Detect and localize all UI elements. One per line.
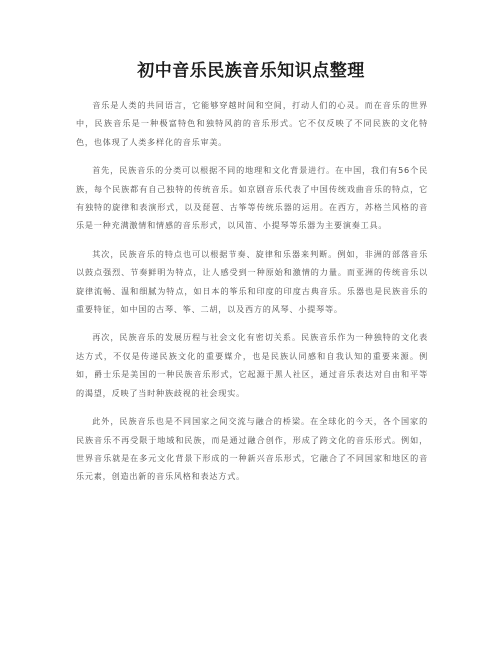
document-body bbox=[76, 96, 428, 496]
paragraph-1: 音乐是人类的共同语言，它能够穿越时间和空间，打动人们的心灵。而在音乐的世界中，民族音乐是一种极富特色和独特风韵的音乐形式。它不仅反映了不同民族的文化特色，也体现了人类多样化的音乐审美。 bbox=[76, 100, 428, 147]
paragraph-5: 此外，民族音乐也是不同国家之间交流与融合的桥梁。在全球化的今天，各个国家的民族音乐不再受限于地域和民族，而是通过融合创作，形成了跨文化的音乐形式。例如，世界音乐就是在多元文化背景下形成的一种新兴音乐形式，它融合了不同国家和地区的音乐元素，创造出新的音乐风格和表达方式。 bbox=[76, 416, 428, 482]
document-title: 初中音乐民族音乐知识点整理 bbox=[137, 61, 365, 81]
paragraph-4: 再次，民族音乐的发展历程与社会文化有密切关系。民族音乐作为一种独特的文化表达方式，不仅是传递民族文化的重要媒介，也是民族认同感和自我认知的重要来源。例如，爵士乐是美国的一种民族音乐形式，它起源于黑人社区，通过音乐表达对自由和平等的渴望，反映了当时种族歧视的社会现实。 bbox=[76, 332, 428, 398]
paragraph-3: 其次，民族音乐的特点也可以根据节奏、旋律和乐器来判断。例如，非洲的部落音乐以鼓点强烈、节奏鲜明为特点，让人感受到一种原始和激情的力量。而亚洲的传统音乐以旋律流畅、温和细腻为特点，如日本的筝乐和印度的印度古典音乐。乐器也是民族音乐的重要特征，如中国的古琴、筝、二胡，以及西方的风琴、小提琴等。 bbox=[76, 248, 428, 315]
paragraph-2: 首先，民族音乐的分类可以根据不同的地理和文化背景进行。在中国，我们有56个民族，每个民族都有自己独特的传统音乐。如京剧音乐代表了中国传统戏曲音乐的特点，它有独特的旋律和表演形式，以及琵琶、古筝等传统乐器的运用。在西方，苏格兰风格的音乐是一种充满激情和情感的音乐形式，以风笛、小提琴等乐器为主要演奏工具。 bbox=[76, 165, 428, 231]
